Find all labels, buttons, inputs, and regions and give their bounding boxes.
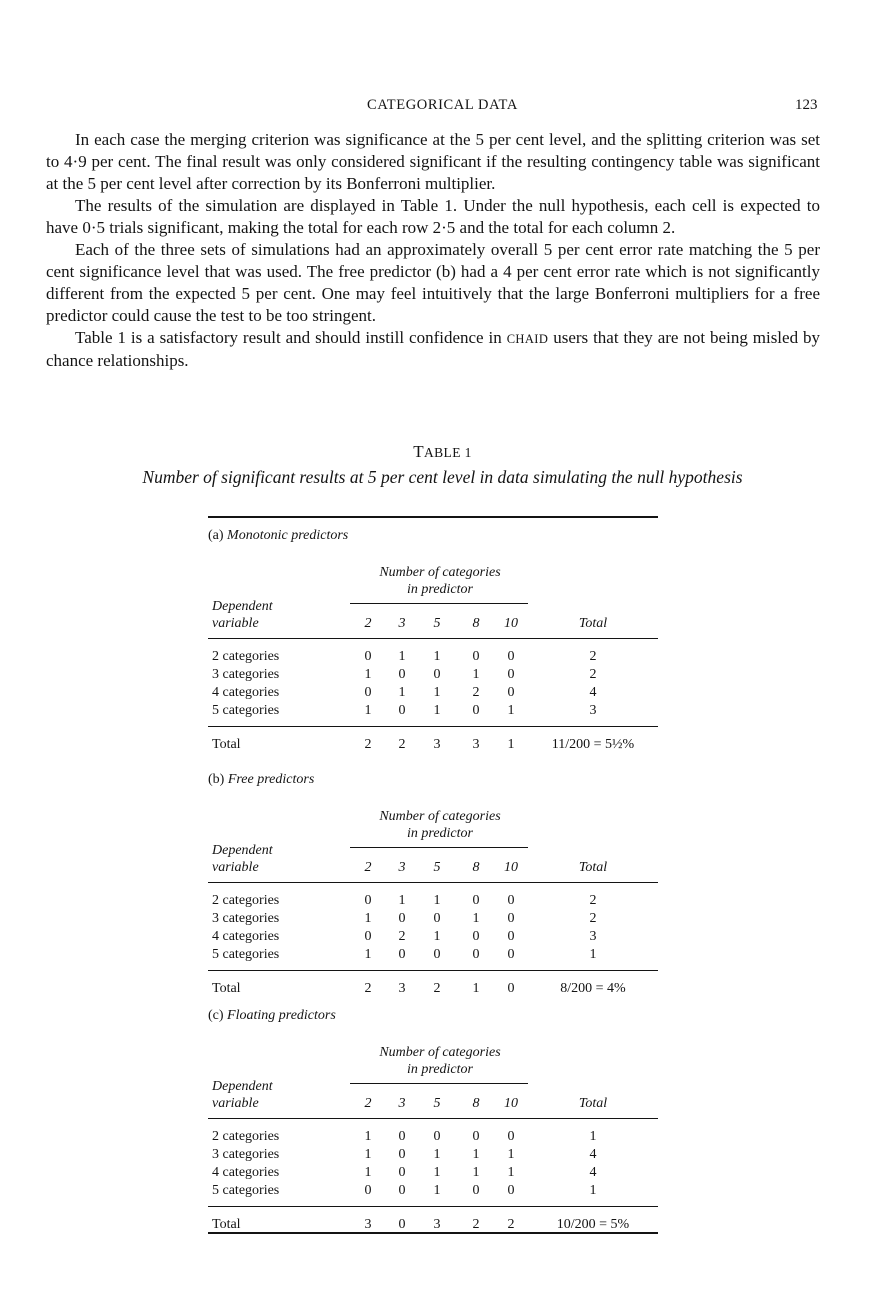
column-total: 3 bbox=[364, 1217, 372, 1232]
span-header-line2: in predictor bbox=[407, 826, 473, 841]
row-header-line2: variable bbox=[212, 1096, 259, 1111]
grand-total: 8/200 = 4% bbox=[560, 981, 626, 996]
span-underline bbox=[350, 603, 528, 604]
cell-value: 0 bbox=[433, 911, 441, 926]
column-header: 10 bbox=[504, 1096, 518, 1111]
cell-value: 0 bbox=[472, 947, 480, 962]
cell-value: 1 bbox=[507, 703, 515, 718]
cell-value: 1 bbox=[472, 1165, 480, 1180]
column-header: 2 bbox=[364, 616, 372, 631]
column-total: 1 bbox=[507, 737, 515, 752]
row-label: 2 categories bbox=[212, 649, 280, 664]
cell-value: 0 bbox=[398, 667, 406, 682]
row-total: 1 bbox=[589, 1129, 597, 1144]
cell-value: 1 bbox=[364, 947, 372, 962]
paragraph-4-before: Table 1 is a satisfactory result and should instill confidence in bbox=[75, 328, 502, 347]
cell-value: 0 bbox=[507, 947, 515, 962]
cell-value: 0 bbox=[507, 929, 515, 944]
span-header-line1: Number of categories bbox=[379, 809, 501, 824]
span-header-line2: in predictor bbox=[407, 1062, 473, 1077]
span-header-line2: in predictor bbox=[407, 582, 473, 597]
cell-value: 1 bbox=[364, 1129, 372, 1144]
cell-value: 0 bbox=[472, 1183, 480, 1198]
cell-value: 1 bbox=[507, 1147, 515, 1162]
cell-value: 0 bbox=[507, 1183, 515, 1198]
table-label-rest: ABLE 1 bbox=[424, 445, 472, 460]
cell-value: 0 bbox=[398, 1147, 406, 1162]
cell-value: 1 bbox=[433, 1147, 441, 1162]
panel-title bbox=[208, 772, 314, 788]
cell-value: 0 bbox=[507, 685, 515, 700]
span-underline bbox=[350, 1083, 528, 1084]
column-total: 3 bbox=[433, 737, 441, 752]
cell-value: 0 bbox=[507, 667, 515, 682]
row-total: 2 bbox=[589, 667, 597, 682]
column-header: 10 bbox=[504, 616, 518, 631]
cell-value: 0 bbox=[507, 893, 515, 908]
row-label: 3 categories bbox=[212, 911, 280, 926]
cell-value: 0 bbox=[433, 1129, 441, 1144]
column-total: 1 bbox=[472, 981, 480, 996]
total-header: Total bbox=[578, 1096, 608, 1111]
panel-prefix: (b) bbox=[208, 772, 225, 787]
cell-value: 0 bbox=[364, 893, 372, 908]
column-total: 0 bbox=[507, 981, 515, 996]
row-total: 1 bbox=[589, 1183, 597, 1198]
row-total: 4 bbox=[589, 1147, 597, 1162]
row-total: 1 bbox=[589, 947, 597, 962]
column-total: 2 bbox=[364, 737, 372, 752]
column-header: 5 bbox=[433, 1096, 441, 1111]
cell-value: 1 bbox=[398, 685, 406, 700]
row-total: 3 bbox=[589, 929, 597, 944]
cell-value: 1 bbox=[433, 685, 441, 700]
span-underline bbox=[350, 847, 528, 848]
row-header-line1: Dependent bbox=[212, 1079, 273, 1094]
paragraph-3: Each of the three sets of simulations had an approximately overall 5 per cent error rate matching the 5 per cent significance level that was used. The free predictor (b) had a 4 per cent error rate which is not significantly different from the expected 5 per cent. One may feel intuitively that the large Bonferroni multipliers for a free predictor could cause the test to be too stringent. bbox=[46, 240, 820, 325]
cell-value: 0 bbox=[472, 1129, 480, 1144]
panel-prefix: (c) bbox=[208, 1008, 224, 1023]
column-total: 2 bbox=[398, 737, 406, 752]
totals-label: Total bbox=[212, 1217, 241, 1232]
span-header bbox=[340, 1044, 540, 1078]
span-header-line1: Number of categories bbox=[379, 1045, 501, 1060]
table-rule bbox=[208, 1232, 658, 1234]
panel-name: Free predictors bbox=[227, 772, 315, 787]
cell-value: 1 bbox=[398, 893, 406, 908]
cell-value: 1 bbox=[364, 911, 372, 926]
cell-value: 0 bbox=[398, 947, 406, 962]
row-header-line2: variable bbox=[212, 616, 259, 631]
paragraph-4-after: users that they are not being misled by chance relationships. bbox=[46, 328, 821, 370]
cell-value: 0 bbox=[433, 947, 441, 962]
span-header bbox=[340, 808, 540, 842]
cell-value: 1 bbox=[364, 667, 372, 682]
column-total: 3 bbox=[433, 1217, 441, 1232]
column-header: 8 bbox=[472, 1096, 480, 1111]
cell-value: 0 bbox=[398, 1129, 406, 1144]
cell-value: 0 bbox=[398, 1165, 406, 1180]
cell-value: 1 bbox=[398, 649, 406, 664]
row-label: 4 categories bbox=[212, 929, 280, 944]
cell-value: 0 bbox=[398, 1183, 406, 1198]
table-rule bbox=[208, 1118, 658, 1119]
cell-value: 0 bbox=[472, 929, 480, 944]
span-header bbox=[340, 564, 540, 598]
cell-value: 1 bbox=[433, 929, 441, 944]
panel-title bbox=[208, 1008, 336, 1024]
row-total: 2 bbox=[589, 911, 597, 926]
panel-prefix: (a) bbox=[208, 528, 224, 543]
row-label: 2 categories bbox=[212, 893, 280, 908]
column-total: 0 bbox=[398, 1217, 406, 1232]
cell-value: 1 bbox=[364, 1147, 372, 1162]
column-total: 3 bbox=[398, 981, 406, 996]
cell-value: 0 bbox=[507, 1129, 515, 1144]
cell-value: 2 bbox=[472, 685, 480, 700]
cell-value: 0 bbox=[472, 703, 480, 718]
column-total: 2 bbox=[507, 1217, 515, 1232]
panel-name: Floating predictors bbox=[227, 1008, 336, 1023]
cell-value: 1 bbox=[364, 703, 372, 718]
total-header: Total bbox=[578, 860, 608, 875]
cell-value: 1 bbox=[433, 893, 441, 908]
panel-name: Monotonic predictors bbox=[227, 528, 349, 543]
column-header: 3 bbox=[398, 616, 406, 631]
paragraph-2: The results of the simulation are displayed in Table 1. Under the null hypothesis, each cell is expected to have 0·5 trials significant, making the total for each row 2·5 and the total for each column 2. bbox=[46, 196, 820, 237]
column-header: 10 bbox=[504, 860, 518, 875]
cell-value: 0 bbox=[398, 911, 406, 926]
cell-value: 0 bbox=[433, 667, 441, 682]
paragraph-1: In each case the merging criterion was significance at the 5 per cent level, and the splitting criterion was set to 4·9 per cent. The final result was only considered significant if the resulting contingency table was significant at the 5 per cent level after correction by its Bonferroni multiplier. bbox=[46, 130, 820, 193]
cell-value: 1 bbox=[433, 703, 441, 718]
cell-value: 1 bbox=[364, 1165, 372, 1180]
cell-value: 0 bbox=[472, 893, 480, 908]
cell-value: 1 bbox=[507, 1165, 515, 1180]
column-header: 3 bbox=[398, 1096, 406, 1111]
column-header: 5 bbox=[433, 860, 441, 875]
totals-label: Total bbox=[212, 981, 241, 996]
chaid-acronym: CHAID bbox=[506, 332, 549, 346]
column-total: 3 bbox=[472, 737, 480, 752]
cell-value: 0 bbox=[364, 685, 372, 700]
cell-value: 1 bbox=[472, 1147, 480, 1162]
column-total: 2 bbox=[472, 1217, 480, 1232]
table-rule bbox=[208, 638, 658, 639]
cell-value: 0 bbox=[398, 703, 406, 718]
cell-value: 0 bbox=[364, 649, 372, 664]
cell-value: 1 bbox=[472, 667, 480, 682]
cell-value: 2 bbox=[398, 929, 406, 944]
cell-value: 0 bbox=[507, 911, 515, 926]
row-header-line1: Dependent bbox=[212, 599, 273, 614]
table-label-first: T bbox=[413, 442, 424, 461]
table-rule bbox=[208, 970, 658, 971]
row-header-line2: variable bbox=[212, 860, 259, 875]
running-head: CATEGORICAL DATA bbox=[367, 97, 518, 113]
grand-total: 11/200 = 5½% bbox=[551, 737, 635, 752]
panel-title bbox=[208, 528, 348, 544]
cell-value: 1 bbox=[433, 649, 441, 664]
row-label: 4 categories bbox=[212, 685, 280, 700]
row-header-line1: Dependent bbox=[212, 843, 273, 858]
page-number: 123 bbox=[795, 97, 818, 113]
table-rule bbox=[208, 882, 658, 883]
row-total: 2 bbox=[589, 649, 597, 664]
table-title: Number of significant results at 5 per cent level in data simulating the null hypothesis bbox=[142, 467, 743, 487]
column-header: 2 bbox=[364, 860, 372, 875]
cell-value: 0 bbox=[364, 1183, 372, 1198]
cell-value: 0 bbox=[472, 649, 480, 664]
cell-value: 1 bbox=[433, 1165, 441, 1180]
column-header: 3 bbox=[398, 860, 406, 875]
cell-value: 0 bbox=[364, 929, 372, 944]
row-label: 5 categories bbox=[212, 1183, 280, 1198]
span-header-line1: Number of categories bbox=[379, 565, 501, 580]
cell-value: 0 bbox=[507, 649, 515, 664]
row-total: 3 bbox=[589, 703, 597, 718]
total-header: Total bbox=[578, 616, 608, 631]
column-total: 2 bbox=[364, 981, 372, 996]
row-label: 4 categories bbox=[212, 1165, 280, 1180]
table-rule bbox=[208, 1206, 658, 1207]
row-total: 4 bbox=[589, 685, 597, 700]
row-label: 3 categories bbox=[212, 667, 280, 682]
column-header: 8 bbox=[472, 616, 480, 631]
column-header: 2 bbox=[364, 1096, 372, 1111]
grand-total: 10/200 = 5% bbox=[556, 1217, 630, 1232]
row-total: 2 bbox=[589, 893, 597, 908]
row-label: 3 categories bbox=[212, 1147, 280, 1162]
table-rule bbox=[208, 516, 658, 518]
totals-label: Total bbox=[212, 737, 241, 752]
row-total: 4 bbox=[589, 1165, 597, 1180]
cell-value: 1 bbox=[472, 911, 480, 926]
table-rule bbox=[208, 726, 658, 727]
column-header: 5 bbox=[433, 616, 441, 631]
row-label: 2 categories bbox=[212, 1129, 280, 1144]
cell-value: 1 bbox=[433, 1183, 441, 1198]
column-header: 8 bbox=[472, 860, 480, 875]
column-total: 2 bbox=[433, 981, 441, 996]
row-label: 5 categories bbox=[212, 703, 280, 718]
row-label: 5 categories bbox=[212, 947, 280, 962]
